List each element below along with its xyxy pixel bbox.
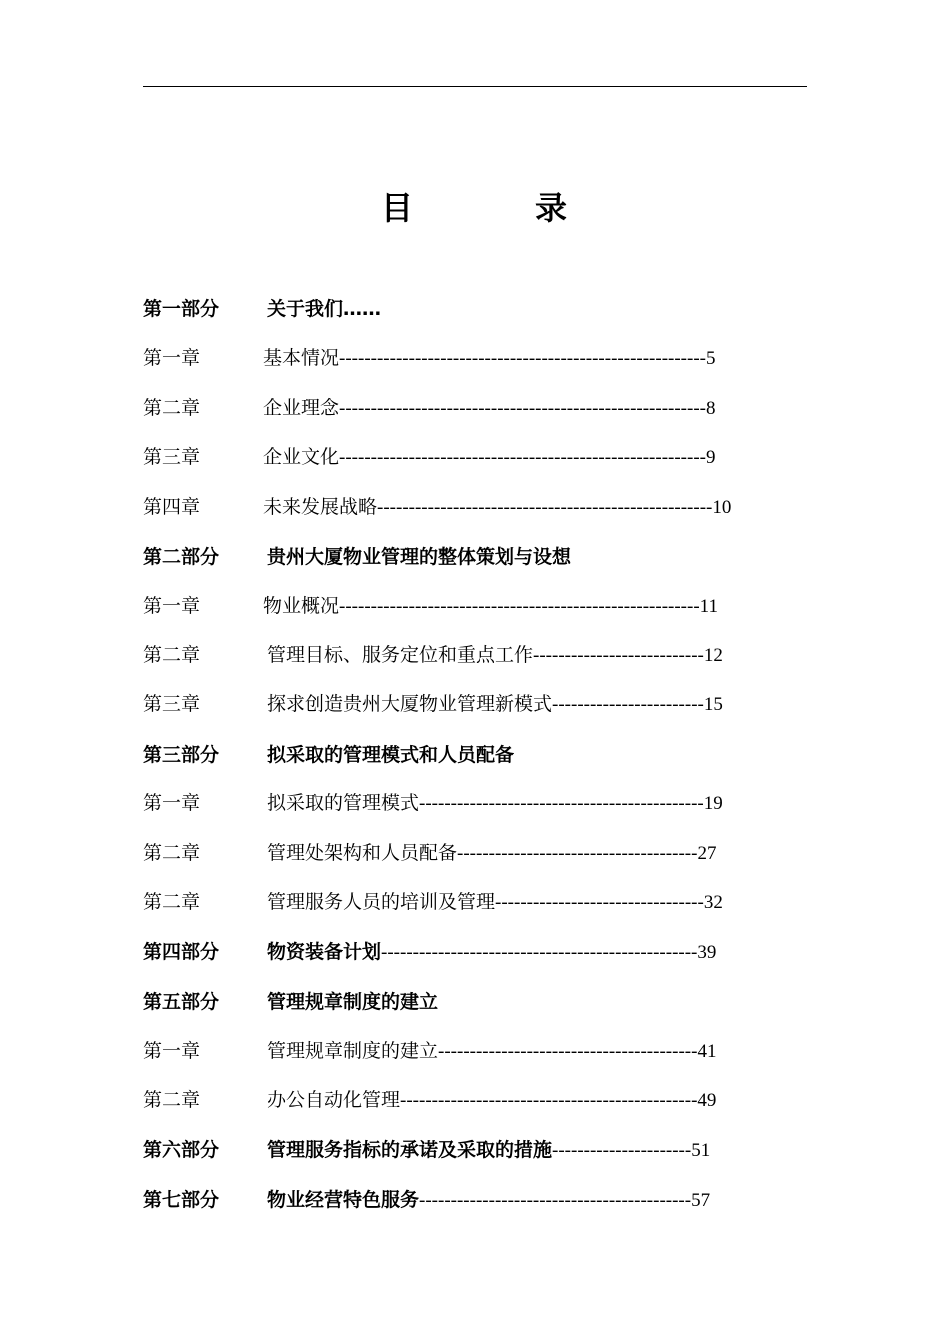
toc-entry-title: 企业文化 [263, 446, 340, 468]
toc-entry-title: 探求创造贵州大厦物业管理新模式 [267, 693, 553, 715]
toc-page-number: 5 [706, 348, 716, 369]
toc-page-number: 39 [697, 942, 717, 963]
toc-page-number: 12 [703, 645, 723, 666]
toc-entry-title: 企业理念 [263, 397, 340, 419]
toc-entry-title: 管理规章制度的建立 [267, 1040, 439, 1062]
toc-entry-title: 物资装备计划 [267, 941, 382, 963]
toc-entry-number: 第三部分 [143, 744, 220, 766]
toc-entry-title: 办公自动化管理 [267, 1089, 401, 1111]
toc-entry-number: 第七部分 [143, 1189, 220, 1211]
toc-entry-title: 管理服务指标的承诺及采取的措施 [267, 1139, 553, 1161]
toc-entry-title: 物业经营特色服务 [267, 1189, 420, 1211]
toc-entry-number: 第一部分 [143, 298, 220, 320]
toc-entry-number: 第四部分 [143, 941, 220, 963]
toc-entry-number: 第二部分 [143, 546, 220, 568]
toc-entry-number: 第一章 [143, 1040, 201, 1062]
toc-title-char-2: 录 [535, 189, 568, 227]
toc-entry-number: 第二章 [143, 1089, 201, 1111]
toc-entry-title: 管理服务人员的培训及管理 [267, 891, 496, 913]
toc-leader-dashes: -------------------------------------------------- [381, 942, 698, 963]
toc-entry-number: 第一章 [143, 792, 201, 814]
toc-page-number: 57 [691, 1190, 711, 1211]
toc-page-number: 15 [703, 694, 723, 715]
header-rule [143, 86, 807, 87]
toc-page-number: 19 [703, 793, 723, 814]
toc-entry-number: 第二章 [143, 842, 201, 864]
toc-page-number: 51 [691, 1140, 711, 1161]
toc-title [0, 183, 950, 233]
toc-entry-title: 拟采取的管理模式和人员配备 [267, 744, 515, 766]
toc-page-number: 9 [706, 447, 716, 468]
toc-entry-title: 关于我们…… [267, 298, 382, 320]
toc-leader-dashes: ----------------------------------------------- [400, 1090, 698, 1111]
toc-entry-number: 第二章 [143, 644, 201, 666]
toc-entry-title: 基本情况 [263, 347, 340, 369]
toc-entry-title: 未来发展战略 [263, 496, 378, 518]
toc-leader-dashes: ---------------------------------------------------------- [339, 398, 706, 419]
toc-leader-dashes: ---------------------------------------------------------- [339, 447, 706, 468]
toc-leader-dashes: ----------------------------------------- [438, 1041, 698, 1062]
toc-entry-number: 第二章 [143, 891, 201, 913]
toc-leader-dashes: ---------------------------------------------------------- [339, 348, 706, 369]
toc-entry-number: 第三章 [143, 693, 201, 715]
toc-page-number: 27 [697, 843, 717, 864]
toc-leader-dashes: ----------------------------------------------------- [377, 497, 713, 518]
toc-page-number: 11 [699, 596, 718, 617]
toc-entry-title: 拟采取的管理模式 [267, 792, 420, 814]
toc-leader-dashes: -------------------------------------- [457, 843, 698, 864]
toc-leader-dashes: ---------------------- [552, 1140, 692, 1161]
toc-leader-dashes: ------------------------------------------- [419, 1190, 692, 1211]
toc-entry-title: 管理处架构和人员配备 [267, 842, 458, 864]
toc-page-number: 41 [697, 1041, 717, 1062]
toc-entry-number: 第五部分 [143, 991, 220, 1013]
toc-entry-number: 第四章 [143, 496, 201, 518]
toc-leader-dashes: --------------------------------------------------------- [339, 596, 700, 617]
toc-leader-dashes: --------------------------------------------- [419, 793, 704, 814]
toc-leader-dashes: ------------------------ [552, 694, 704, 715]
toc-entry-number: 第一章 [143, 347, 201, 369]
toc-entry-number: 第一章 [143, 595, 201, 617]
toc-page-number: 49 [697, 1090, 717, 1111]
toc-leader-dashes: --------------------------- [533, 645, 704, 666]
toc-entry-title: 管理目标、服务定位和重点工作 [267, 644, 534, 666]
toc-page-number: 10 [712, 497, 732, 518]
toc-leader-dashes: --------------------------------- [495, 892, 704, 913]
toc-entry-title: 物业概况 [263, 595, 340, 617]
toc-title-char-1: 目 [381, 189, 414, 227]
toc-page-number: 8 [706, 398, 716, 419]
toc-entry-title: 贵州大厦物业管理的整体策划与设想 [267, 546, 572, 568]
toc-entry-title: 管理规章制度的建立 [267, 991, 439, 1013]
toc-entry-number: 第二章 [143, 397, 201, 419]
toc-page-number: 32 [703, 892, 723, 913]
toc-entry-number: 第三章 [143, 446, 201, 468]
toc-entry-number: 第六部分 [143, 1139, 220, 1161]
